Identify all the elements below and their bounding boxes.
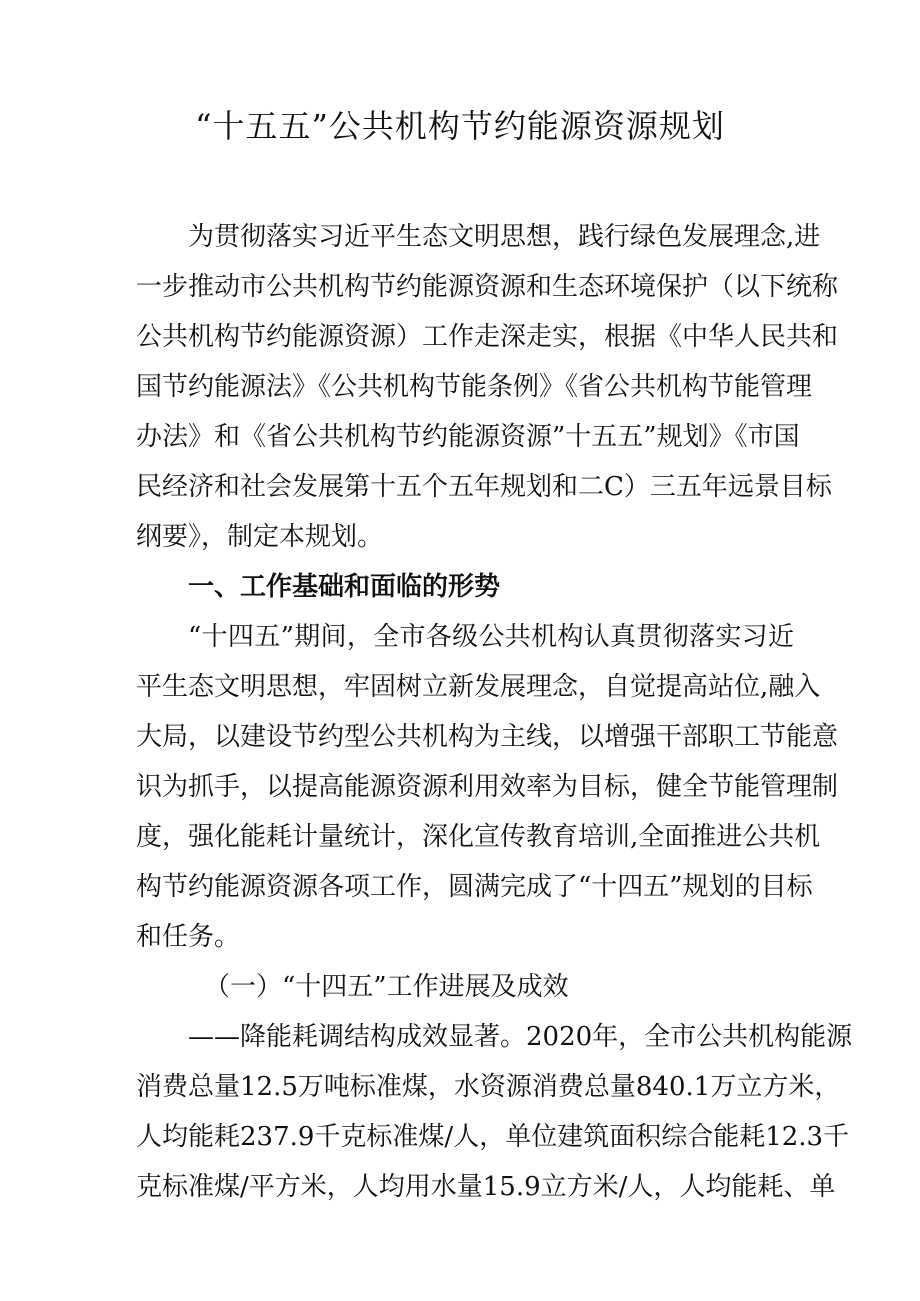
intro-line-3: 公共机构节约能源资源）工作走深走实，根据《中华人民共和 [136, 322, 839, 352]
section1-line-5: 度，强化能耗计量统计，深化宣传教育培训,全面推进公共机 [136, 822, 821, 852]
subsection1-line-2: 消费总量12.5万吨标准煤，水资源消费总量840.1万立方米， [136, 1072, 841, 1102]
subsection1-line-4: 克标准煤/平方米，人均用水量15.9立方米/人，人均能耗、单 [136, 1172, 836, 1202]
subsection1-line-1: ——降能耗调结构成效显著。2020年，全市公共机构能源 [188, 1022, 853, 1052]
section1-line-1: “十四五”期间，全市各级公共机构认真贯彻落实习近 [188, 622, 794, 652]
section1-line-4: 识为抓手，以提高能源资源利用效率为目标，健全节能管理制 [136, 772, 839, 802]
section1-line-7: 和任务。 [136, 922, 241, 952]
intro-line-6: 民经济和社会发展第十五个五年规划和二C）三五年远景目标 [136, 472, 832, 502]
section-heading-1: 一、工作基础和面临的形势 [188, 572, 501, 602]
subsection1-line-3: 人均能耗237.9千克标准煤/人，单位建筑面积综合能耗12.3千 [136, 1122, 850, 1152]
intro-line-1: 为贯彻落实习近平生态文明思想，践行绿色发展理念,进 [188, 222, 821, 252]
section1-line-2: 平生态文明思想，牢固树立新发展理念，自觉提高站位,融入 [136, 672, 821, 702]
section1-line-3: 大局，以建设节约型公共机构为主线，以增强干部职工节能意 [136, 722, 839, 752]
section1-line-6: 构节约能源资源各项工作，圆满完成了“十四五”规划的目标 [136, 872, 813, 902]
intro-line-4: 国节约能源法》《公共机构节能条例》《省公共机构节能管理 [136, 372, 813, 402]
intro-line-2: 一步推动市公共机构节约能源资源和生态环境保护（以下统称 [136, 272, 839, 302]
subsection-heading-1: （一）“十四五”工作进展及成效 [204, 972, 569, 1002]
document-title: “十五五”公共机构节约能源资源规划 [195, 107, 725, 145]
intro-line-5: 办法》和《省公共机构节约能源资源”十五五”规划》《市国 [136, 422, 800, 452]
intro-line-7: 纲要》，制定本规划。 [136, 522, 384, 552]
